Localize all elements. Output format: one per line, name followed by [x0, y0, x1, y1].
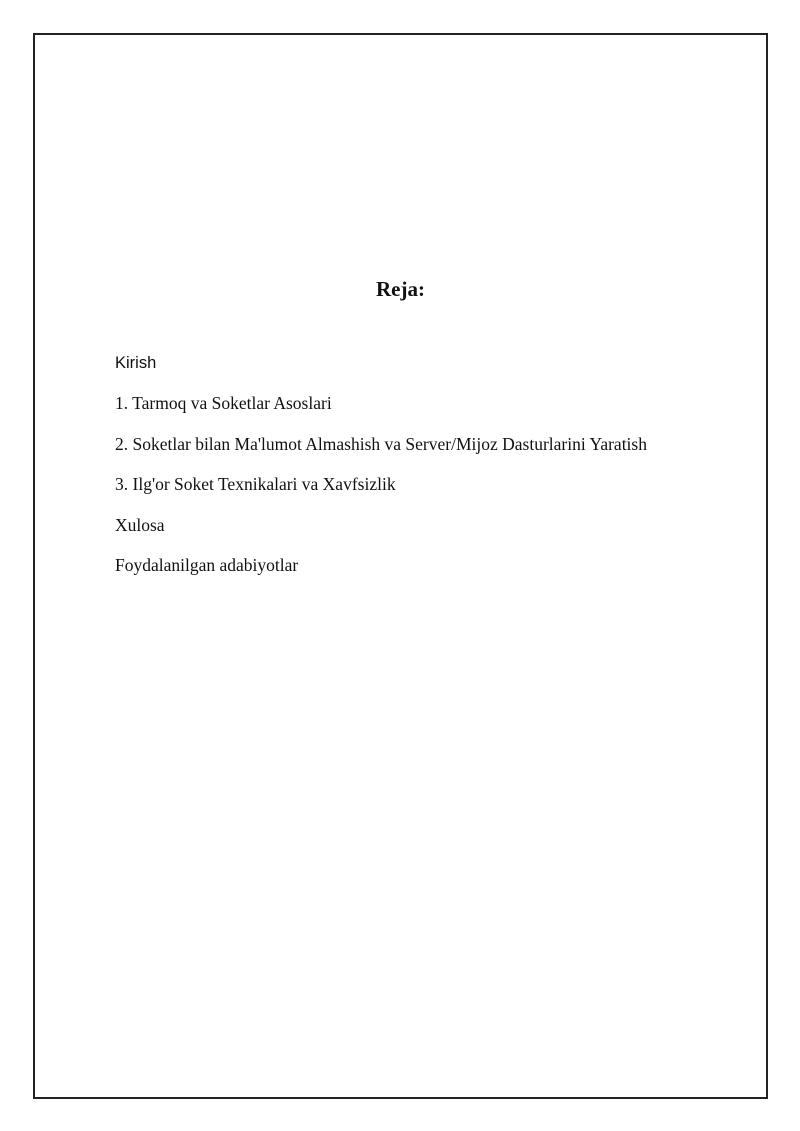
page-border [33, 33, 768, 1099]
page-title: Reja: [376, 277, 425, 301]
toc-item-chapter-2: 2. Soketlar bilan Ma'lumot Almashish va Server/Mijoz Dasturlarini Yaratish [115, 433, 647, 454]
table-of-contents [115, 352, 647, 594]
toc-item-introduction: Kirish [115, 354, 157, 372]
toc-item-chapter-3: 3. Ilg'or Soket Texnikalari va Xavfsizlik [115, 474, 396, 495]
toc-item-references: Foydalanilgan adabiyotlar [115, 554, 299, 575]
toc-item-chapter-1: 1. Tarmoq va Soketlar Asoslari [115, 393, 332, 414]
toc-item-conclusion: Xulosa [115, 514, 165, 535]
